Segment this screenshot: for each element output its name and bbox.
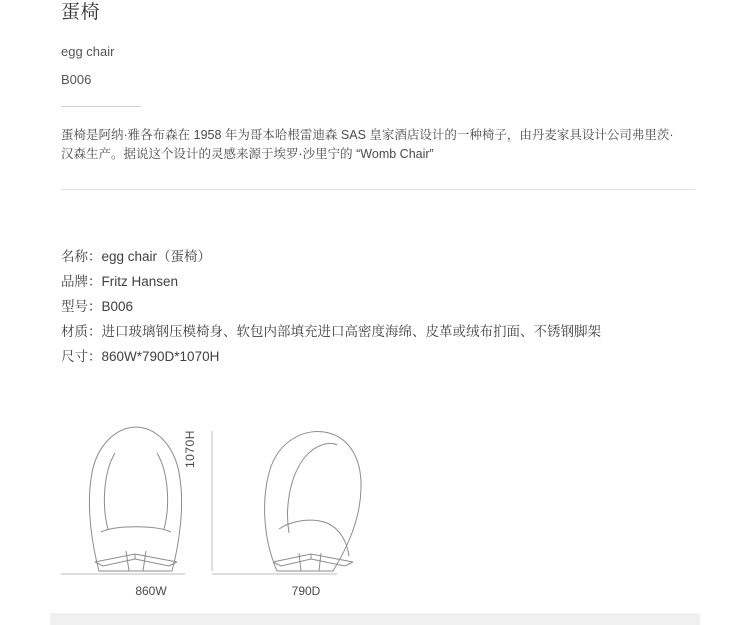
content-column <box>61 0 695 606</box>
side-view-base-top <box>273 554 353 562</box>
dimension-label-depth: 790D <box>291 584 321 598</box>
dimension-drawing <box>61 411 695 606</box>
side-view-body <box>265 432 361 571</box>
dimension-label-width: 860W <box>135 584 167 598</box>
product-subtitle: egg chair <box>61 44 115 59</box>
spec-item-material: 材质：进口玻璃钢压模椅身、软包内部填充进口高密度海绵、皮革或绒布扪面、不锈钢脚架 <box>61 324 601 339</box>
front-view-base-top <box>95 554 177 562</box>
front-view-inner-right <box>157 453 168 529</box>
product-model-code: B006 <box>61 72 92 87</box>
spec-item-model: 型号：B006 <box>61 299 134 314</box>
dimension-label-height: 1070H <box>183 430 197 468</box>
chair-line-drawing <box>61 411 401 606</box>
spec-item-name: 名称：egg chair（蛋椅） <box>61 249 212 264</box>
spec-list <box>61 244 695 369</box>
divider-long <box>61 189 695 190</box>
front-view-inner-left <box>104 453 115 529</box>
spec-item-dimensions: 尺寸：860W*790D*1070H <box>61 349 220 364</box>
footer-band <box>50 613 700 625</box>
spec-item-brand: 品牌：Fritz Hansen <box>61 274 179 289</box>
side-view-seat-curve <box>279 520 349 556</box>
front-view-seat-line <box>101 527 171 532</box>
side-view-inner-back <box>288 444 337 534</box>
product-intro-text: 蛋椅是阿纳·雅各布森在 1958 年为哥本哈根雷迪森 SAS 皇家酒店设计的一种椅子，由丹麦家具设计公司弗里茨·汉森生产。据说这个设计的灵感来源于埃罗·沙里宁的 “Womb Chair” <box>61 128 674 161</box>
divider-short <box>61 106 141 107</box>
page-title: 蛋椅 <box>61 2 101 23</box>
